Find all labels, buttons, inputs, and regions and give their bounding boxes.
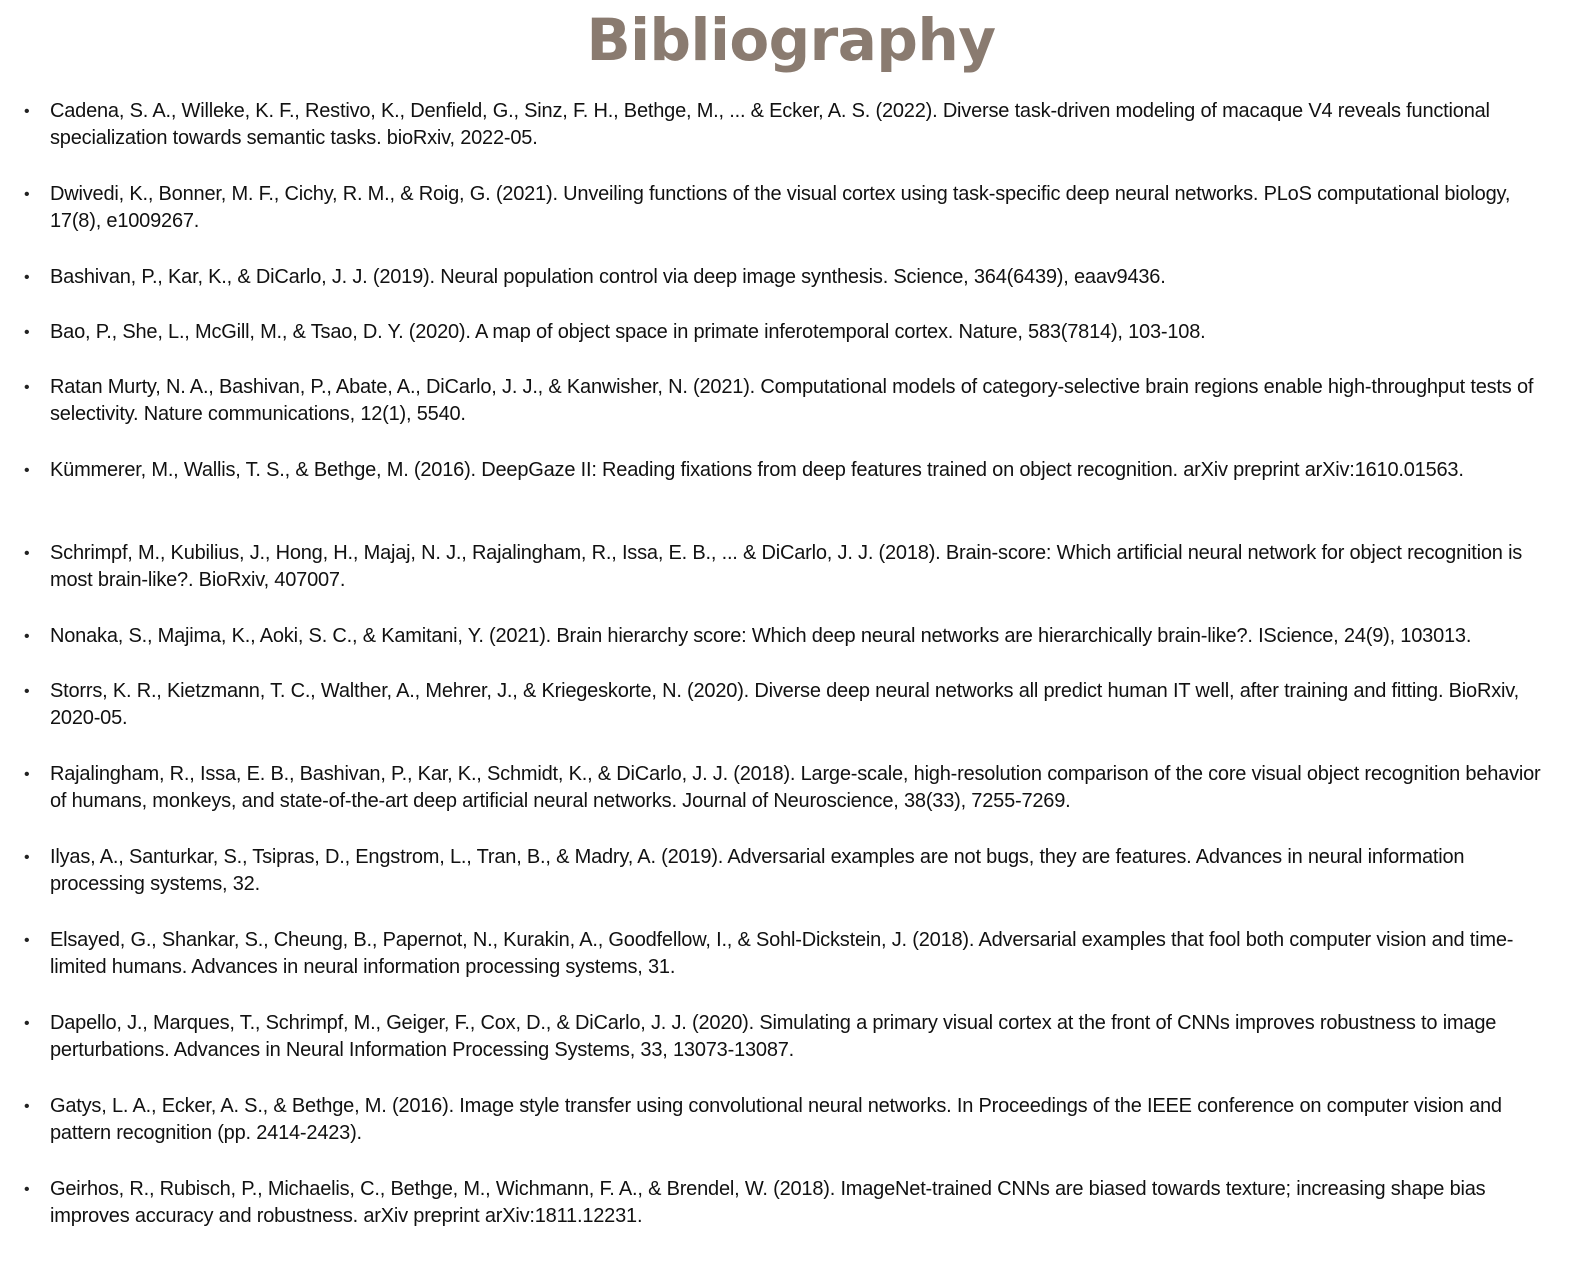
reference-text: Ratan Murty, N. A., Bashivan, P., Abate, A., DiCarlo, J. J., & Kanwisher, N. (2021). Computational models of category-selective brain regions enable high-throughput tests of selectivity. Nature communications, 12(1), 5540. <box>50 376 1534 425</box>
bullet-icon: • <box>24 545 30 562</box>
reference-text: Kümmerer, M., Wallis, T. S., & Bethge, M. (2016). DeepGaze II: Reading fixations from deep features trained on object recognition. arXiv preprint arXiv:1610.01563. <box>50 459 1464 481</box>
reference-item <box>0 1176 1582 1259</box>
reference-text: Rajalingham, R., Issa, E. B., Bashivan, P., Kar, K., Schmidt, K., & DiCarlo, J. J. (2018). Large-scale, high-resolution comparison of the core visual object recognition behavior of humans, monkeys, and state-of-the-art deep artificial neural networks. Journal of Neuroscience, 38(33), 7255-7269. <box>50 763 1541 812</box>
reference-item <box>0 844 1582 927</box>
bullet-icon: • <box>24 849 30 866</box>
reference-item <box>0 1093 1582 1176</box>
reference-text: Ilyas, A., Santurkar, S., Tsipras, D., Engstrom, L., Tran, B., & Madry, A. (2019). Adversarial examples are not bugs, they are features. Advances in neural information processing systems, 32. <box>50 846 1465 895</box>
reference-item <box>0 761 1582 844</box>
bullet-icon: • <box>24 1181 30 1198</box>
reference-item <box>0 181 1582 264</box>
bullet-icon: • <box>24 186 30 203</box>
bullet-icon: • <box>24 932 30 949</box>
bullet-icon: • <box>24 628 30 645</box>
reference-item <box>0 1010 1582 1093</box>
reference-text: Dapello, J., Marques, T., Schrimpf, M., Geiger, F., Cox, D., & DiCarlo, J. J. (2020). Simulating a primary visual cortex at the front of CNNs improves robustness to image perturbations. Advances in Neural Information Processing Systems, 33, 13073-13087. <box>50 1012 1497 1061</box>
reference-item <box>0 457 1582 540</box>
bullet-icon: • <box>24 379 30 396</box>
reference-text: Storrs, K. R., Kietzmann, T. C., Walther, A., Mehrer, J., & Kriegeskorte, N. (2020). Diverse deep neural networks all predict human IT well, after training and fitting. BioRxiv, 2020-05. <box>50 680 1519 729</box>
bullet-icon: • <box>24 683 30 700</box>
reference-item <box>0 374 1582 457</box>
reference-item <box>0 319 1582 374</box>
reference-text: Bao, P., She, L., McGill, M., & Tsao, D. Y. (2020). A map of object space in primate inferotemporal cortex. Nature, 583(7814), 103-108. <box>50 321 1206 343</box>
reference-text: Gatys, L. A., Ecker, A. S., & Bethge, M. (2016). Image style transfer using convolutional neural networks. In Proceedings of the IEEE conference on computer vision and pattern recognition (pp. 2414-2423). <box>50 1095 1502 1144</box>
reference-text: Dwivedi, K., Bonner, M. F., Cichy, R. M., & Roig, G. (2021). Unveiling functions of the visual cortex using task-specific deep neural networks. PLoS computational biology, 17(8), e1009267. <box>50 183 1511 232</box>
bullet-icon: • <box>24 1015 30 1032</box>
reference-text: Cadena, S. A., Willeke, K. F., Restivo, K., Denfield, G., Sinz, F. H., Bethge, M., ... & Ecker, A. S. (2022). Diverse task-driven modeling of macaque V4 reveals functional specialization towards semantic tasks. bioRxiv, 2022-05. <box>50 100 1490 149</box>
reference-item <box>0 98 1582 181</box>
reference-text: Nonaka, S., Majima, K., Aoki, S. C., & Kamitani, Y. (2021). Brain hierarchy score: Which deep neural networks are hierarchically brain-like?. IScience, 24(9), 103013. <box>50 625 1472 647</box>
reference-item <box>0 623 1582 678</box>
reference-item <box>0 264 1582 319</box>
bullet-icon: • <box>24 269 30 286</box>
reference-item <box>0 927 1582 1010</box>
reference-list <box>0 98 1582 1259</box>
page-title: Bibliography <box>586 6 996 74</box>
reference-item <box>0 678 1582 761</box>
reference-text: Geirhos, R., Rubisch, P., Michaelis, C., Bethge, M., Wichmann, F. A., & Brendel, W. (2018). ImageNet-trained CNNs are biased towards texture; increasing shape bias improves accuracy and robustness. arXiv preprint arXiv:1811.12231. <box>50 1178 1486 1227</box>
reference-text: Elsayed, G., Shankar, S., Cheung, B., Papernot, N., Kurakin, A., Goodfellow, I., & Sohl-Dickstein, J. (2018). Adversarial examples that fool both computer vision and time-limited humans. Advances in neural information processing systems, 31. <box>50 929 1514 978</box>
bullet-icon: • <box>24 462 30 479</box>
bullet-icon: • <box>24 324 30 341</box>
bullet-icon: • <box>24 1098 30 1115</box>
reference-text: Schrimpf, M., Kubilius, J., Hong, H., Majaj, N. J., Rajalingham, R., Issa, E. B., ... & DiCarlo, J. J. (2018). Brain-score: Which artificial neural network for object recognition is most brain-like?. BioRxiv, 407007. <box>50 542 1523 591</box>
bullet-icon: • <box>24 766 30 783</box>
reference-item <box>0 540 1582 623</box>
bullet-icon: • <box>24 103 30 120</box>
reference-text: Bashivan, P., Kar, K., & DiCarlo, J. J. (2019). Neural population control via deep image synthesis. Science, 364(6439), eaav9436. <box>50 266 1166 288</box>
